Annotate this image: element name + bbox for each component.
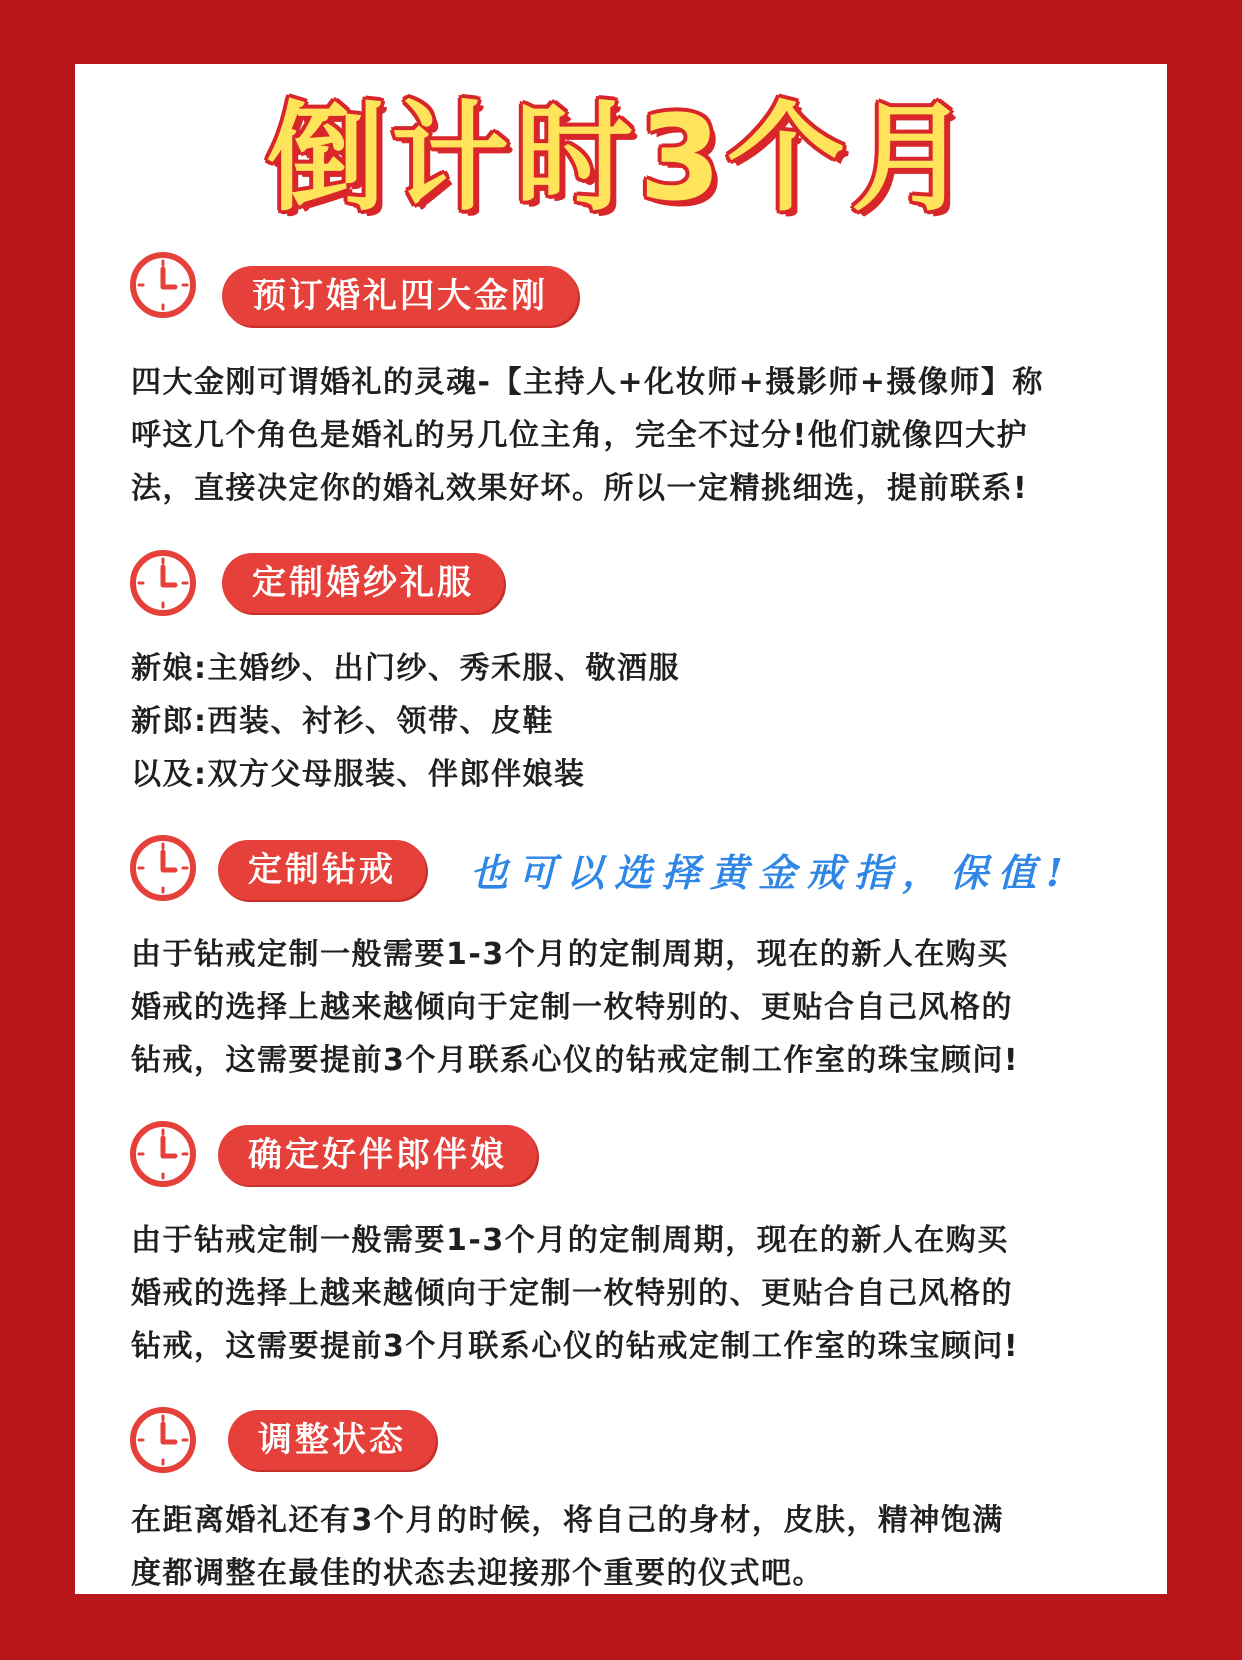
- body-line: 新郎:西装、衬衫、领带、皮鞋: [131, 704, 554, 739]
- body-line: 法，直接决定你的婚礼效果好坏。所以一定精挑细选，提前联系!: [131, 471, 1029, 506]
- section-body-book-team: [131, 356, 1121, 515]
- section-tag-bridesmaids: 确定好伴郎伴娘: [218, 1125, 537, 1185]
- body-line: 婚戒的选择上越来越倾向于定制一枚特别的、更贴合自己风格的: [131, 1276, 1013, 1311]
- body-line: 钻戒，这需要提前3个月联系心仪的钻戒定制工作室的珠宝顾问!: [131, 1043, 1020, 1078]
- body-line: 由于钻戒定制一般需要1-3个月的定制周期，现在的新人在购买: [131, 1223, 1009, 1258]
- body-line: 度都调整在最佳的状态去迎接那个重要的仪式吧。: [131, 1556, 824, 1591]
- clock-icon: [129, 834, 197, 902]
- body-line: 在距离婚礼还有3个月的时候，将自己的身材，皮肤，精神饱满: [131, 1503, 1004, 1538]
- section-tag-adjust-state: 调整状态: [228, 1410, 436, 1470]
- body-line: 钻戒，这需要提前3个月联系心仪的钻戒定制工作室的珠宝顾问!: [131, 1329, 1020, 1364]
- section-body-adjust-state: [131, 1494, 1121, 1600]
- section-body-bridesmaids: [131, 1214, 1121, 1373]
- body-line: 呼这几个角色是婚礼的另几位主角，完全不过分!他们就像四大护: [131, 418, 1029, 453]
- page-title: 倒计时3个月: [266, 89, 976, 227]
- section-body-wedding-dress: [131, 642, 1121, 801]
- clock-icon: [129, 251, 197, 319]
- section-note-gold-ring: 也可以选择黄金戒指，保值!: [470, 850, 1073, 895]
- body-line: 以及:双方父母服装、伴郎伴娘装: [131, 757, 586, 792]
- body-line: 由于钻戒定制一般需要1-3个月的定制周期，现在的新人在购买: [131, 937, 1009, 972]
- clock-icon: [129, 549, 197, 617]
- body-line: 新娘:主婚纱、出门纱、秀禾服、敬酒服: [131, 651, 680, 686]
- section-body-diamond-ring: [131, 928, 1121, 1087]
- section-tag-diamond-ring: 定制钻戒: [218, 840, 426, 900]
- clock-icon: [129, 1406, 197, 1474]
- body-line: 婚戒的选择上越来越倾向于定制一枚特别的、更贴合自己风格的: [131, 990, 1013, 1025]
- section-tag-wedding-dress: 定制婚纱礼服: [222, 553, 504, 613]
- body-line: 四大金刚可谓婚礼的灵魂-【主持人+化妆师+摄影师+摄像师】称: [131, 365, 1044, 400]
- clock-icon: [129, 1120, 197, 1188]
- section-tag-book-team: 预订婚礼四大金刚: [222, 266, 578, 326]
